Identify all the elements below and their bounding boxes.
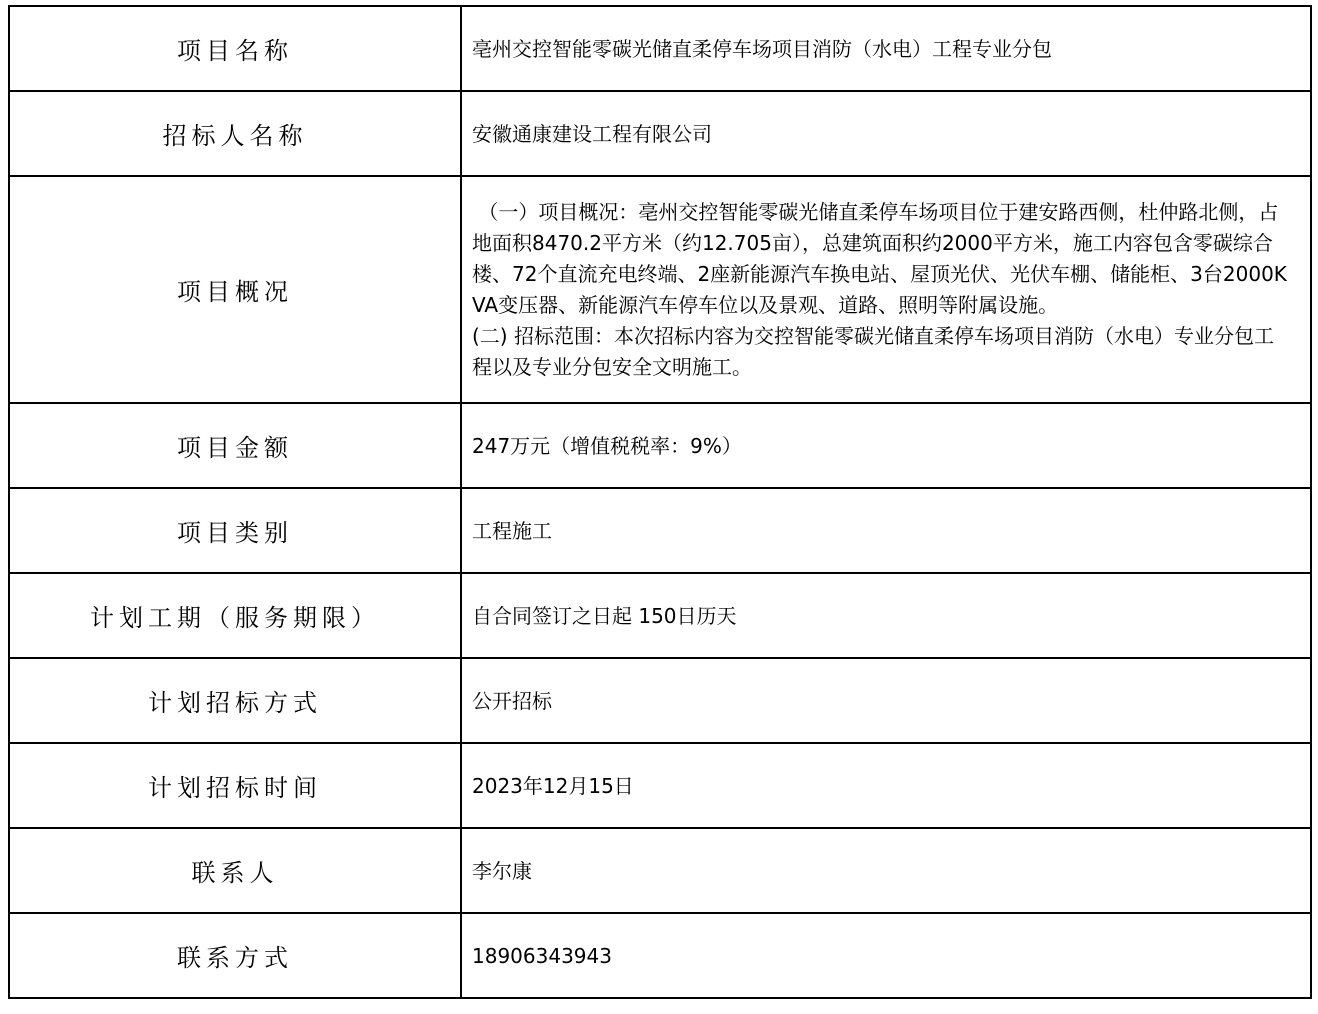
table-row-planned-duration [9, 573, 1311, 658]
tender-method-value: 公开招标 [461, 658, 1311, 743]
project-overview-label: 项目概况 [9, 176, 461, 403]
project-amount-value: 247万元（增值税税率：9%） [461, 403, 1311, 488]
planned-duration-value: 自合同签订之日起 150日历天 [461, 573, 1311, 658]
table-row-project-category [9, 488, 1311, 573]
project-amount-label: 项目金额 [9, 403, 461, 488]
table-row-project-name [9, 6, 1311, 91]
table-row-project-overview [9, 176, 1311, 403]
tender-info-table [8, 5, 1312, 999]
project-name-label: 项目名称 [9, 6, 461, 91]
project-name-value: 亳州交控智能零碳光储直柔停车场项目消防（水电）工程专业分包 [461, 6, 1311, 91]
contact-person-value: 李尔康 [461, 828, 1311, 913]
table-row-contact-number [9, 913, 1311, 998]
contact-person-label: 联系人 [9, 828, 461, 913]
tender-method-label: 计划招标方式 [9, 658, 461, 743]
contact-number-value: 18906343943 [461, 913, 1311, 998]
table-row-tender-method [9, 658, 1311, 743]
tender-date-value: 2023年12月15日 [461, 743, 1311, 828]
overview-paragraph-1: （一）项目概况：亳州交控智能零碳光储直柔停车场项目位于建安路西侧，杜仲路北侧，占地面积8470.2平方米（约12.705亩），总建筑面积约2000平方米，施工内容包含零碳综合楼、72个直流充电终端、2座新能源汽车换电站、屋顶光伏、光伏车棚、储能柜、3台2000KVA变压器、新能源汽车停车位以及景观、道路、照明等附属设施。 [472, 199, 1287, 317]
tender-date-label: 计划招标时间 [9, 743, 461, 828]
tenderer-name-value: 安徽通康建设工程有限公司 [461, 91, 1311, 176]
project-category-value: 工程施工 [461, 488, 1311, 573]
table-row-tender-date [9, 743, 1311, 828]
project-overview-value [461, 176, 1311, 403]
table-row-contact-person [9, 828, 1311, 913]
table-row-project-amount [9, 403, 1311, 488]
planned-duration-label: 计划工期（服务期限） [9, 573, 461, 658]
table-row-tenderer-name [9, 91, 1311, 176]
project-category-label: 项目类别 [9, 488, 461, 573]
overview-paragraph-2: (二) 招标范围：本次招标内容为交控智能零碳光储直柔停车场项目消防（水电）专业分包工程以及专业分包安全文明施工。 [472, 323, 1274, 379]
contact-number-label: 联系方式 [9, 913, 461, 998]
tenderer-name-label: 招标人名称 [9, 91, 461, 176]
